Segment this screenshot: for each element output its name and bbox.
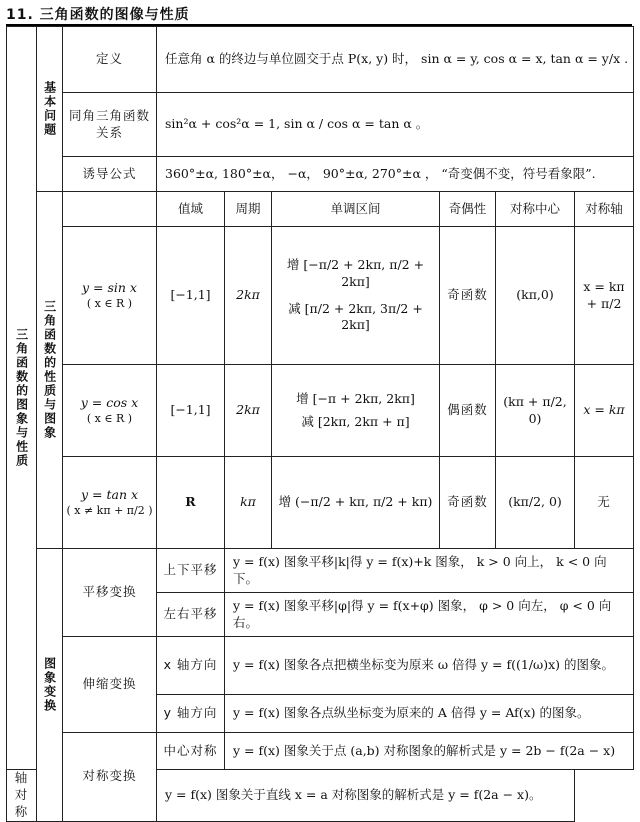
sin-axis: x = kπ + π/2 bbox=[575, 227, 634, 365]
transform-vertical-shift-content: y = f(x) 图象平移|k|得 y = f(x)+k 图象， k > 0 向上， k < 0 向下。 bbox=[225, 549, 634, 593]
transform-center-symmetry-content: y = f(x) 图象关于点 (a,b) 对称图象的解析式是 y = 2b − f(2a − x) bbox=[225, 733, 634, 770]
basic-group-cell bbox=[37, 27, 63, 192]
sin-period: 2kπ bbox=[225, 227, 272, 365]
cos-function-cell bbox=[63, 365, 157, 457]
tan-parity: 奇函数 bbox=[440, 457, 496, 549]
tan-monotonic: 增 (−π/2 + kπ, π/2 + kπ) bbox=[272, 457, 440, 549]
basic-content-induction: 360°±α, 180°±α， −α， 90°±α, 270°±α ， “奇变偶不变，符号看象限”. bbox=[157, 157, 634, 192]
header-period: 周期 bbox=[225, 192, 272, 227]
trig-properties-table bbox=[6, 26, 634, 822]
sin-monotonic-cell bbox=[272, 227, 440, 365]
header-parity: 奇偶性 bbox=[440, 192, 496, 227]
cos-function: y = cos x bbox=[80, 394, 139, 410]
basic-content-definition: 任意角 α 的终边与单位圆交于点 P(x, y) 时， sin α = y, cos α = x, tan α = y/x . bbox=[157, 27, 634, 93]
cos-decreasing: 减 [2kπ, 2kπ + π] bbox=[301, 413, 410, 429]
transform-x-scale-content: y = f(x) 图象各点把横坐标变为原来 ω 倍得 y = f((1/ω)x) 的图象。 bbox=[225, 637, 634, 695]
cos-increasing: 增 [−π + 2kπ, 2kπ] bbox=[296, 390, 415, 406]
transform-vertical-shift-label: 上下平移 bbox=[157, 549, 225, 593]
properties-group-label: 三角函数的性质与图象 bbox=[42, 300, 57, 440]
sin-increasing: 增 [−π/2 + 2kπ, π/2 + 2kπ] bbox=[286, 256, 425, 289]
cos-period: 2kπ bbox=[225, 365, 272, 457]
transform-scale-label: 伸缩变换 bbox=[63, 637, 157, 733]
sin-function: y = sin x bbox=[82, 279, 137, 295]
properties-group-cell bbox=[37, 192, 63, 549]
cos-center: (kπ + π/2, 0) bbox=[496, 365, 575, 457]
header-monotonic: 单调区间 bbox=[272, 192, 440, 227]
tan-axis: 无 bbox=[575, 457, 634, 549]
transform-translate-label: 平移变换 bbox=[63, 549, 157, 637]
sin-range: [−1,1] bbox=[157, 227, 225, 365]
tan-function-cell bbox=[63, 457, 157, 549]
cos-axis: x = kπ bbox=[575, 365, 634, 457]
transform-axis-symmetry-content: y = f(x) 图象关于直线 x = a 对称图象的解析式是 y = f(2a − x)。 bbox=[157, 770, 575, 822]
transform-center-symmetry-label: 中心对称 bbox=[157, 733, 225, 770]
tan-domain: ( x ≠ kπ + π/2 ) bbox=[66, 503, 153, 517]
sin-domain: ( x ∈ R ) bbox=[86, 296, 133, 310]
tan-range: R bbox=[157, 457, 225, 549]
header-blank bbox=[63, 192, 157, 227]
transform-horizontal-shift-content: y = f(x) 图象平移|φ|得 y = f(x+φ) 图象， φ > 0 向左， φ < 0 向右。 bbox=[225, 593, 634, 637]
sin-function-cell bbox=[63, 227, 157, 365]
cos-parity: 偶函数 bbox=[440, 365, 496, 457]
basic-content-identity: sin²α + cos²α = 1, sin α / cos α = tan α 。 bbox=[157, 93, 634, 157]
transform-symmetry-label: 对称变换 bbox=[63, 733, 157, 822]
transform-horizontal-shift-label: 左右平移 bbox=[157, 593, 225, 637]
sin-parity: 奇函数 bbox=[440, 227, 496, 365]
transform-group-cell bbox=[37, 549, 63, 822]
basic-group-label: 基本问题 bbox=[42, 81, 57, 137]
cos-monotonic-cell bbox=[272, 365, 440, 457]
transform-y-scale-content: y = f(x) 图象各点纵坐标变为原来的 A 倍得 y = Af(x) 的图象。 bbox=[225, 695, 634, 733]
transform-group-label: 图象变换 bbox=[42, 656, 57, 713]
transform-axis-symmetry-label: 轴对称 bbox=[7, 770, 37, 822]
transform-x-scale-label: x 轴方向 bbox=[157, 637, 225, 695]
cos-range: [−1,1] bbox=[157, 365, 225, 457]
tan-function: y = tan x bbox=[80, 486, 139, 502]
basic-label-definition: 定义 bbox=[63, 27, 157, 93]
outer-group-cell bbox=[7, 27, 37, 770]
basic-label-induction: 诱导公式 bbox=[63, 157, 157, 192]
sin-center: (kπ,0) bbox=[496, 227, 575, 365]
tan-center: (kπ/2, 0) bbox=[496, 457, 575, 549]
tan-period: kπ bbox=[225, 457, 272, 549]
header-range: 值域 bbox=[157, 192, 225, 227]
sin-decreasing: 减 [π/2 + 2kπ, 3π/2 + 2kπ] bbox=[288, 300, 423, 333]
header-axis: 对称轴 bbox=[575, 192, 634, 227]
page-title: 11. 三角函数的图像与性质 bbox=[6, 7, 190, 23]
header-center: 对称中心 bbox=[496, 192, 575, 227]
transform-y-scale-label: y 轴方向 bbox=[157, 695, 225, 733]
basic-label-identity: 同角三角函数关系 bbox=[63, 93, 157, 157]
outer-group-label: 三角函数的图象与性质 bbox=[14, 328, 29, 468]
cos-domain: ( x ∈ R ) bbox=[86, 411, 133, 425]
